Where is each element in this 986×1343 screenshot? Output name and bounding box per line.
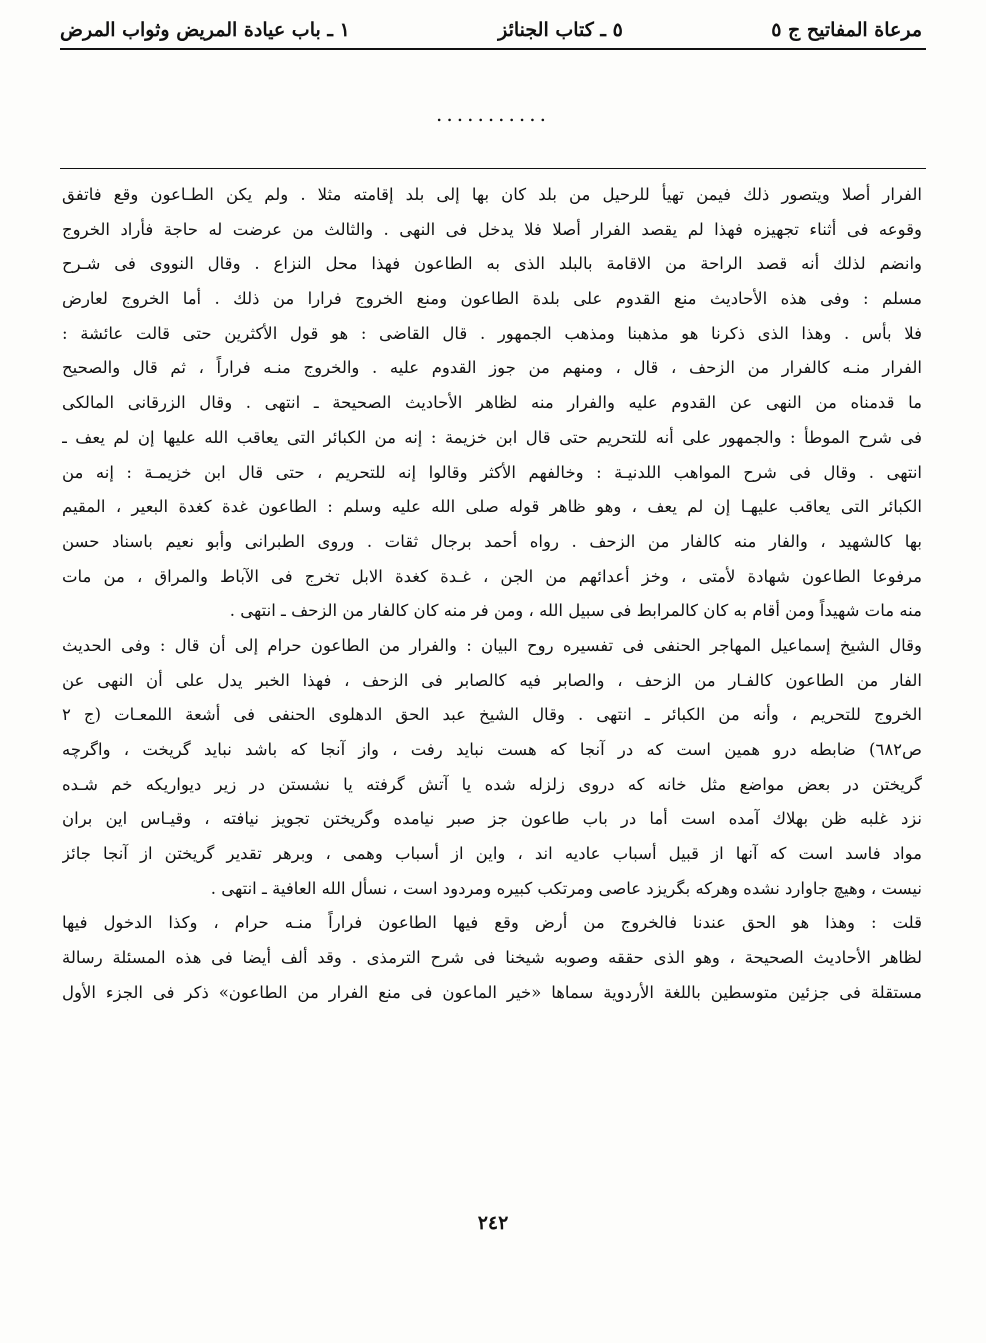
section-separator: ........... <box>436 102 550 126</box>
body-text <box>62 178 922 1011</box>
text-line: الخروج للتحريم ، وأنه من الكبائر ـ انتهى . وقال الشيخ عبد الحق الدهلوى الحنفى فى أشعة اللمعـات (ج ٢ <box>62 705 922 725</box>
text-line: وقوعه فى أثناء تجهيزه فهذا لم يقصد الفرار أصلا فلا يدخل فى النهى . والثالث من عرضت له حاجة فأراد الخروج <box>62 219 922 239</box>
header-chapter: ٥ ـ كتاب الجنائز <box>498 19 623 41</box>
text-line: وقال الشيخ إسماعيل المهاجر الحنفى فى تفسيره روح البيان : والفرار من الطاعون حرام إلى أن قال : وفى الحديث <box>62 635 922 655</box>
header-rule <box>60 48 926 50</box>
text-line: الفرار أصلا ويتصور ذلك فيمن تهيأ للرحيل من بلد كان بها إلى بلد إقامته مثلا . ولم يكن الطـاعون وقع فاتفق <box>62 185 922 204</box>
text-line: لظاهر الأحاديث الصحيحة ، وهو الذى حققه وصوبه شيخنا فى شرح الترمذى . وقد ألف أيضا فى هذه المسئلة رسالة <box>62 948 922 968</box>
text-line: الفرار منـه كالفرار من الزحف ، قال ، ومنهم من جوز القدوم عليه . والخروج منـه فراراً ، ثم قال والصحيح <box>62 358 922 378</box>
text-line: انتهى . وقال فى شرح المواهب اللدنيـة : وخالفهم الأكثر وقالوا إنه للتحريم ، حتى قال ابن خزيمـة : إنه من <box>62 462 922 482</box>
running-header <box>60 12 922 48</box>
text-line: نزد غلبه ظن بهلاك آمده است أما در باب طاعون جز صبر نيامده وگريختن تجويز نيافته ، وقيـاس اين بران <box>62 809 922 829</box>
header-section: ١ ـ باب عيادة المريض وثواب المرض <box>60 19 350 41</box>
text-line: مرفوعا الطاعون شهادة لأمتى ، وخز أعدائهم من الجن ، غـدة كغدة الابل تخرج فى الآباط والمراق ، من مات <box>62 566 922 586</box>
body-rule <box>60 168 926 169</box>
text-line: بها كالشهيد ، والفار منه كالفار من الزحف . رواه أحمد برجال ثقات . وروى الطبرانى وأبو نعيم باسناد حسن <box>62 531 922 551</box>
text-line: الكبائر التى يعاقب عليهـا إن لم يعف ، وهو ظاهر قوله صلى الله عليه وسلم : الطاعون غدة كغدة البعير ، المقيم <box>62 497 922 517</box>
text-line: مواد فاسد است كه آنها از قبيل أسباب عاديه اند ، واين از أسباب وهمى ، وبرهر تقدير گريختن از آنجا جائز <box>62 844 922 864</box>
text-line: قلت : وهذا هو الحق عندنا فالخروج من أرض وقع فيها الطاعون فراراً منـه حرام ، وكذا الدخول فيها <box>62 913 922 933</box>
text-line: ص٦٨٢) ضابطه درو همين است كه در آنجا كه هست نبايد رفت ، واز آنجا كه باشد نبايد گريخت ، واگرچه <box>62 740 922 759</box>
header-book-title: مرعاة المفاتيح ج ٥ <box>771 19 922 41</box>
page-number: ٢٤٢ <box>477 1212 509 1234</box>
text-line: نيست ، وهيچ جاوارد نشده وهركه بگريزد عاصى ومرتكب كبيره ومردود است ، نسأل الله العافية ـ انتهى . <box>210 878 922 898</box>
text-line: فى شرح الموطأ : والجمهور على أنه للتحريم حتى قال ابن خزيمة : إنه من الكبائر التى يعاقب الله عليها إن لم يعف ـ <box>62 427 922 447</box>
text-line: الفار من الطاعون كالفـار من الزحف ، والصابر فيه كالصابر فى الزحف ، فهذا الخبر يدل على أن النهى عن <box>62 670 922 690</box>
text-line: فلا بأس . وهذا الذى ذكرنا هو مذهبنا ومذهب الجمهور . قال القاضى : هو قول الأكثرين حتى قالت عائشة : <box>62 323 922 343</box>
text-line: منه مات شهيداً ومن أقام به كان كالمرابط فى سبيل الله ، ومن فر منه كان كالفار من الزحف ـ انتهى . <box>229 601 922 621</box>
text-line: وانضم لذلك أنه قصد الراحة من الاقامة بالبلد الذى به الطاعون فهذا محل النزاع . وقال النووى فى شـرح <box>62 254 922 274</box>
text-line: مستقلة فى جزئين متوسطين باللغة الأردوية سماها «خير الماعون فى منع الفرار من الطاعون» ذكر فى الجزء الأول <box>62 982 922 1002</box>
text-line: ما قدمناه من النهى عن القدوم عليه والفرار منه لظاهر الأحاديث الصحيحة ـ انتهى . وقال الزرقانى المالكى <box>62 393 922 413</box>
text-line: مسلم : وفى هذه الأحاديث منع القدوم على بلدة الطاعون ومنع الخروج فرارا من ذلك . أما الخروج لعارض <box>62 289 922 309</box>
text-line: گريختن در بعض مواضع مثل خانه كه دروى زلزله شده يا آتش گرفته يا نشستن در زير ديواريكه خم شـده <box>62 774 922 794</box>
